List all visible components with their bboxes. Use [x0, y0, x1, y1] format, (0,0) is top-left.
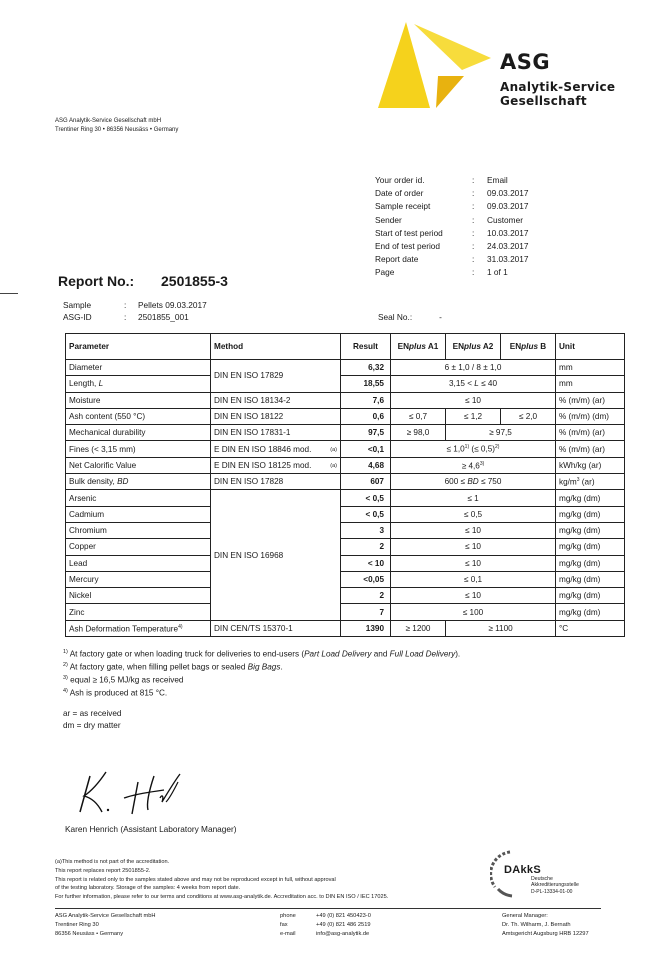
method-cell: DIN EN ISO 17829: [211, 360, 341, 393]
table-row: [66, 360, 625, 376]
result-cell: 97,5: [341, 425, 391, 441]
table-row: [66, 425, 625, 441]
footnote-italic: Big Bags: [247, 662, 281, 672]
sample-info: [63, 299, 207, 323]
limit-cell: ≤ 10: [391, 539, 556, 555]
method-cell: [211, 441, 341, 457]
report-number-label: Report No.:: [58, 273, 135, 289]
table-row: [66, 474, 625, 490]
order-info-key: Sample receipt: [375, 201, 431, 212]
limit-a1-cell: ≥ 98,0: [391, 425, 446, 441]
accreditation-ref: (a): [330, 446, 337, 453]
footer-company: [55, 912, 156, 939]
colon: :: [124, 300, 127, 310]
unit-cell: mg/kg (dm): [556, 506, 625, 522]
method-cell: DIN EN ISO 18134-2: [211, 392, 341, 408]
method-text: E DIN EN ISO 18125 mod.: [214, 460, 312, 470]
disclaimer-line: This report is related only to the samples stated above and may not be reproduced except in full, without approval: [55, 876, 336, 883]
dakks-subtitle: [531, 876, 579, 888]
col-header-parameter: Parameter: [66, 334, 211, 360]
seal-label: Seal No.:: [378, 312, 413, 322]
footer-line: Dr. Th. Wilharm, J. Bernath: [502, 922, 571, 928]
table-row: [66, 620, 625, 636]
enplus-en: EN: [397, 342, 410, 351]
table-row: [66, 376, 625, 392]
order-info-value: 10.03.2017: [487, 227, 529, 238]
colon: :: [472, 188, 475, 199]
limit-cell: ≤ 0,5: [391, 506, 556, 522]
parameter-cell: Chromium: [66, 522, 211, 538]
unit-cell: mg/kg (dm): [556, 490, 625, 506]
param-symbol: L: [98, 379, 104, 389]
param-text: Ash Deformation Temperature: [69, 624, 179, 634]
seal-number: [378, 312, 442, 322]
col-header-enplus-b: [501, 334, 556, 360]
limit-cell: ≤ 10: [391, 522, 556, 538]
dakks-registration: D-PL-13334-01-00: [531, 889, 573, 895]
table-row: [66, 522, 625, 538]
footnote-2: [63, 660, 460, 673]
result-cell: 7,6: [341, 392, 391, 408]
footnote-text: .: [280, 662, 283, 672]
footer-line: General Manager:: [502, 913, 548, 919]
limit-a1-cell: ≥ 1200: [391, 620, 446, 636]
footer-label: fax: [280, 922, 288, 928]
order-info-key: Start of test period: [375, 227, 443, 238]
col-header-method: Method: [211, 334, 341, 360]
order-info-row: [375, 266, 529, 279]
enplus-plus: plus: [521, 342, 539, 351]
asg-logo-icon: [376, 18, 496, 112]
result-cell: 2: [341, 588, 391, 604]
table-row: [66, 441, 625, 457]
footnote-4: [63, 686, 460, 699]
order-info-key: Your order id.: [375, 175, 425, 185]
table-row: [66, 457, 625, 473]
limit-cell: ≤ 10: [391, 555, 556, 571]
unit-cell: mg/kg (dm): [556, 539, 625, 555]
parameter-cell: Nickel: [66, 588, 211, 604]
enplus-plus: plus: [409, 342, 426, 351]
col-header-unit: Unit: [556, 334, 625, 360]
col-header-enplus-a1: [391, 334, 446, 360]
footer-phone: +49 (0) 821 450423-0: [316, 913, 371, 919]
order-info-row: [375, 200, 529, 213]
company-name-line1: Analytik-Service: [500, 80, 616, 94]
disclaimer-line: (a)This method is not part of the accreditation.: [55, 859, 170, 865]
abbreviations: [63, 708, 121, 731]
unit-cell: % (m/m) (dm): [556, 408, 625, 424]
report-title: [58, 273, 228, 289]
results-table: [65, 333, 625, 637]
parameter-cell: Zinc: [66, 604, 211, 620]
footnote-text: At factory gate, when filling pellet bags or sealed: [67, 662, 248, 672]
order-info-row: [375, 227, 529, 240]
result-cell: < 0,5: [341, 490, 391, 506]
limit-cell: ≤ 1: [391, 490, 556, 506]
unit-exponent: 3: [576, 476, 580, 483]
disclaimer-line: This report replaces report 2501855-2.: [55, 867, 151, 874]
result-cell: 0,6: [341, 408, 391, 424]
param-text: Bulk density,: [69, 477, 118, 487]
table-row: [66, 539, 625, 555]
table-row: [66, 604, 625, 620]
footnote-text: Ash is produced at 815 °C.: [67, 688, 168, 698]
order-info-row: [375, 187, 529, 200]
parameter-cell: Cadmium: [66, 506, 211, 522]
footnote-marker: 3): [63, 674, 68, 681]
sample-label: Sample: [63, 300, 92, 310]
footnote-marker: 2): [63, 661, 68, 668]
limit-symbol: BD: [467, 477, 479, 487]
colon: :: [472, 175, 475, 185]
parameter-cell: Arsenic: [66, 490, 211, 506]
result-cell: 1390: [341, 620, 391, 636]
colon: :: [472, 214, 475, 225]
limit-cell: [391, 376, 556, 392]
method-text: E DIN EN ISO 18846 mod.: [214, 444, 312, 454]
col-header-enplus-a2: [446, 334, 501, 360]
param-symbol: BD: [117, 477, 129, 487]
method-cell: DIN EN ISO 17828: [211, 474, 341, 490]
parameter-cell: Ash content (550 °C): [66, 408, 211, 424]
sender-line: ASG Analytik-Service Gesellschaft mbH: [55, 118, 162, 124]
colon: :: [124, 312, 127, 322]
limit-text: ≤ 40: [478, 379, 497, 389]
sender-line: Trentiner Ring 30 • 86356 Neusäss • Germany: [55, 127, 179, 133]
order-info-value: Email: [487, 175, 508, 185]
result-cell: 3: [341, 522, 391, 538]
limit-text: (≤ 0,5): [469, 445, 496, 454]
footnote-1: [63, 647, 460, 660]
footnote-ref: 1): [464, 444, 470, 451]
footer-line: ASG Analytik-Service Gesellschaft mbH: [55, 913, 156, 919]
order-info-key: Date of order: [375, 188, 424, 199]
footnote-marker: 4): [63, 687, 68, 694]
limit-text: ≥ 4,6: [461, 461, 480, 471]
colon: :: [472, 267, 475, 278]
footer-divider: [55, 908, 601, 909]
unit-text: kg/m: [559, 477, 577, 487]
abbreviation: dm = dry matter: [63, 720, 121, 730]
unit-cell: % (m/m) (ar): [556, 392, 625, 408]
limit-a1-cell: ≤ 0,7: [391, 408, 446, 424]
result-cell: 2: [341, 539, 391, 555]
signature-icon: [76, 768, 186, 820]
limit-cell: ≤ 10: [391, 588, 556, 604]
parameter-cell: Lead: [66, 555, 211, 571]
footer-label: e-mail: [280, 931, 296, 937]
footnote-marker: 1): [63, 649, 68, 655]
order-info-value: 1 of 1: [487, 267, 508, 278]
result-cell: 607: [341, 474, 391, 490]
footer-line: Amtsgericht Augsburg HRB 12297: [502, 931, 589, 937]
accreditation-ref: (a): [330, 462, 337, 469]
company-short-name: ASG: [500, 50, 551, 74]
footer-management: [502, 912, 589, 939]
footnote-text: equal ≥ 16,5 MJ/kg as received: [67, 675, 184, 685]
table-row: [66, 408, 625, 424]
table-row: [66, 392, 625, 408]
footnote-italic: Full Load Delivery: [389, 649, 456, 659]
asgid-label: ASG-ID: [63, 312, 92, 322]
enplus-class: A2: [480, 342, 494, 351]
method-cell: DIN EN ISO 16968: [211, 490, 341, 620]
dakks-accreditation-mark: [490, 849, 600, 899]
colon: :: [472, 227, 475, 238]
order-info-key: End of test period: [375, 241, 441, 252]
limit-cell: ≤ 100: [391, 604, 556, 620]
parameter-cell: Diameter: [66, 360, 211, 376]
unit-cell: mg/kg (dm): [556, 555, 625, 571]
footnote-text: ).: [455, 649, 461, 659]
order-info-value: Customer: [487, 214, 523, 225]
result-cell: 4,68: [341, 457, 391, 473]
seal-value: -: [439, 312, 442, 322]
order-info-row: [375, 214, 529, 227]
parameter-cell: [66, 376, 211, 392]
signer-name: Karen Henrich (Assistant Laboratory Manager): [65, 824, 237, 834]
order-info: [375, 174, 529, 280]
parameter-cell: [66, 474, 211, 490]
enplus-plus: plus: [464, 342, 481, 351]
footnote-ref: 2): [495, 444, 500, 451]
unit-cell: mm: [556, 360, 625, 376]
colon: :: [472, 254, 475, 265]
method-cell: DIN CEN/TS 15370-1: [211, 620, 341, 636]
enplus-en: EN: [509, 342, 522, 351]
limit-cell: [391, 441, 556, 457]
order-info-value: 09.03.2017: [487, 188, 529, 199]
unit-cell: % (m/m) (ar): [556, 441, 625, 457]
footnote-3: [63, 673, 460, 686]
colon: :: [472, 201, 475, 212]
table-header-row: [66, 334, 625, 360]
abbreviation: ar = as received: [63, 709, 122, 718]
order-info-value: 09.03.2017: [487, 201, 529, 212]
limit-a2-cell: ≤ 1,2: [446, 408, 501, 424]
table-row: [66, 588, 625, 604]
footer-contact-values: [316, 912, 371, 939]
table-row: [66, 506, 625, 522]
footnote-italic: Part Load Delivery: [304, 649, 372, 659]
unit-cell: °C: [556, 620, 625, 636]
footer-contact-labels: [280, 912, 296, 939]
footnotes: [63, 647, 460, 699]
result-cell: < 10: [341, 555, 391, 571]
method-cell: DIN EN ISO 17831-1: [211, 425, 341, 441]
parameter-cell: Copper: [66, 539, 211, 555]
result-cell: 18,55: [341, 376, 391, 392]
unit-text: (ar): [579, 477, 595, 487]
limit-cell: ≤ 0,1: [391, 571, 556, 587]
unit-cell: kWh/kg (ar): [556, 457, 625, 473]
order-info-key: Page: [375, 267, 395, 278]
result-cell: <0,1: [341, 441, 391, 457]
dakks-title: DAkkS: [504, 864, 541, 876]
footnote-text: and: [371, 649, 390, 659]
parameter-cell: Fines (< 3,15 mm): [66, 441, 211, 457]
footer-email-link[interactable]: info@asg-analytik.de: [316, 931, 370, 937]
order-info-row: [375, 253, 529, 266]
order-info-row: [375, 240, 529, 253]
footer-line: Trentiner Ring 30: [55, 922, 99, 928]
asgid-value: 2501855_001: [138, 312, 189, 322]
sample-row: [63, 299, 207, 311]
limit-b-cell: ≤ 2,0: [501, 408, 556, 424]
order-info-key: Report date: [375, 254, 419, 265]
limit-text: 600 ≤: [444, 477, 468, 487]
unit-cell: mg/kg (dm): [556, 571, 625, 587]
unit-cell: mg/kg (dm): [556, 604, 625, 620]
result-cell: < 0,5: [341, 506, 391, 522]
limit-text: ≤ 750: [478, 477, 502, 487]
disclaimer: [55, 858, 525, 902]
parameter-cell: [66, 620, 211, 636]
dakks-sub-line: Akkreditierungsstelle: [531, 882, 579, 889]
limit-text: 3,15 <: [449, 379, 475, 389]
limit-symbol: L: [474, 379, 479, 389]
result-cell: 6,32: [341, 360, 391, 376]
limit-cell: [391, 474, 556, 490]
order-info-value: 24.03.2017: [487, 241, 529, 252]
parameter-cell: Mechanical durability: [66, 425, 211, 441]
dakks-sub-line: Deutsche: [531, 876, 553, 882]
unit-cell: mm: [556, 376, 625, 392]
limit-cell: 6 ± 1,0 / 8 ± 1,0: [391, 360, 556, 376]
asgid-row: [63, 311, 207, 323]
footnote-ref: 4): [178, 623, 183, 630]
table-row: [66, 571, 625, 587]
disclaimer-line: For further information, please refer to our terms and conditions at www.asg-analytik.de. Accreditation acc. to DIN EN ISO / IEC 17025.: [55, 894, 389, 901]
method-cell: [211, 457, 341, 473]
disclaimer-line: of the testing laboratory. Storage of the samples: 4 weeks from report date.: [55, 885, 241, 892]
company-brand: [500, 50, 615, 108]
method-cell: DIN EN ISO 18122: [211, 408, 341, 424]
limit-cell: ≤ 10: [391, 392, 556, 408]
order-info-key: Sender: [375, 214, 402, 225]
unit-cell: mg/kg (dm): [556, 588, 625, 604]
unit-cell: % (m/m) (ar): [556, 425, 625, 441]
param-text: Length,: [69, 379, 99, 389]
limit-cell: [391, 457, 556, 473]
table-row: [66, 490, 625, 506]
footer-fax: +49 (0) 821 486 2519: [316, 922, 371, 928]
fold-mark: [0, 293, 18, 294]
order-info-row: [375, 174, 529, 187]
company-name-line2: Gesellschaft: [500, 94, 587, 108]
enplus-class: B: [538, 342, 547, 351]
unit-cell: [556, 474, 625, 490]
col-header-result: Result: [341, 334, 391, 360]
parameter-cell: Net Calorific Value: [66, 457, 211, 473]
sender-address: [55, 117, 178, 135]
enplus-class: A1: [425, 342, 439, 351]
limit-text: ≤ 1,0: [446, 445, 465, 454]
report-number: 2501855-3: [161, 273, 228, 289]
order-info-value: 31.03.2017: [487, 254, 529, 265]
parameter-cell: Moisture: [66, 392, 211, 408]
result-cell: <0,05: [341, 571, 391, 587]
footer-label: phone: [280, 913, 296, 919]
limit-a2b-cell: ≥ 1100: [446, 620, 556, 636]
footnote-text: At factory gate or when loading truck for deliveries to end-users (: [67, 649, 305, 659]
unit-cell: mg/kg (dm): [556, 522, 625, 538]
footnote-ref: 3): [479, 460, 485, 467]
colon: :: [472, 241, 475, 252]
sample-value: Pellets 09.03.2017: [138, 300, 207, 310]
table-row: [66, 555, 625, 571]
enplus-en: EN: [452, 342, 465, 351]
parameter-cell: Mercury: [66, 571, 211, 587]
limit-a2b-cell: ≥ 97,5: [446, 425, 556, 441]
footer-line: 86356 Neusäss • Germany: [55, 931, 124, 937]
result-cell: 7: [341, 604, 391, 620]
